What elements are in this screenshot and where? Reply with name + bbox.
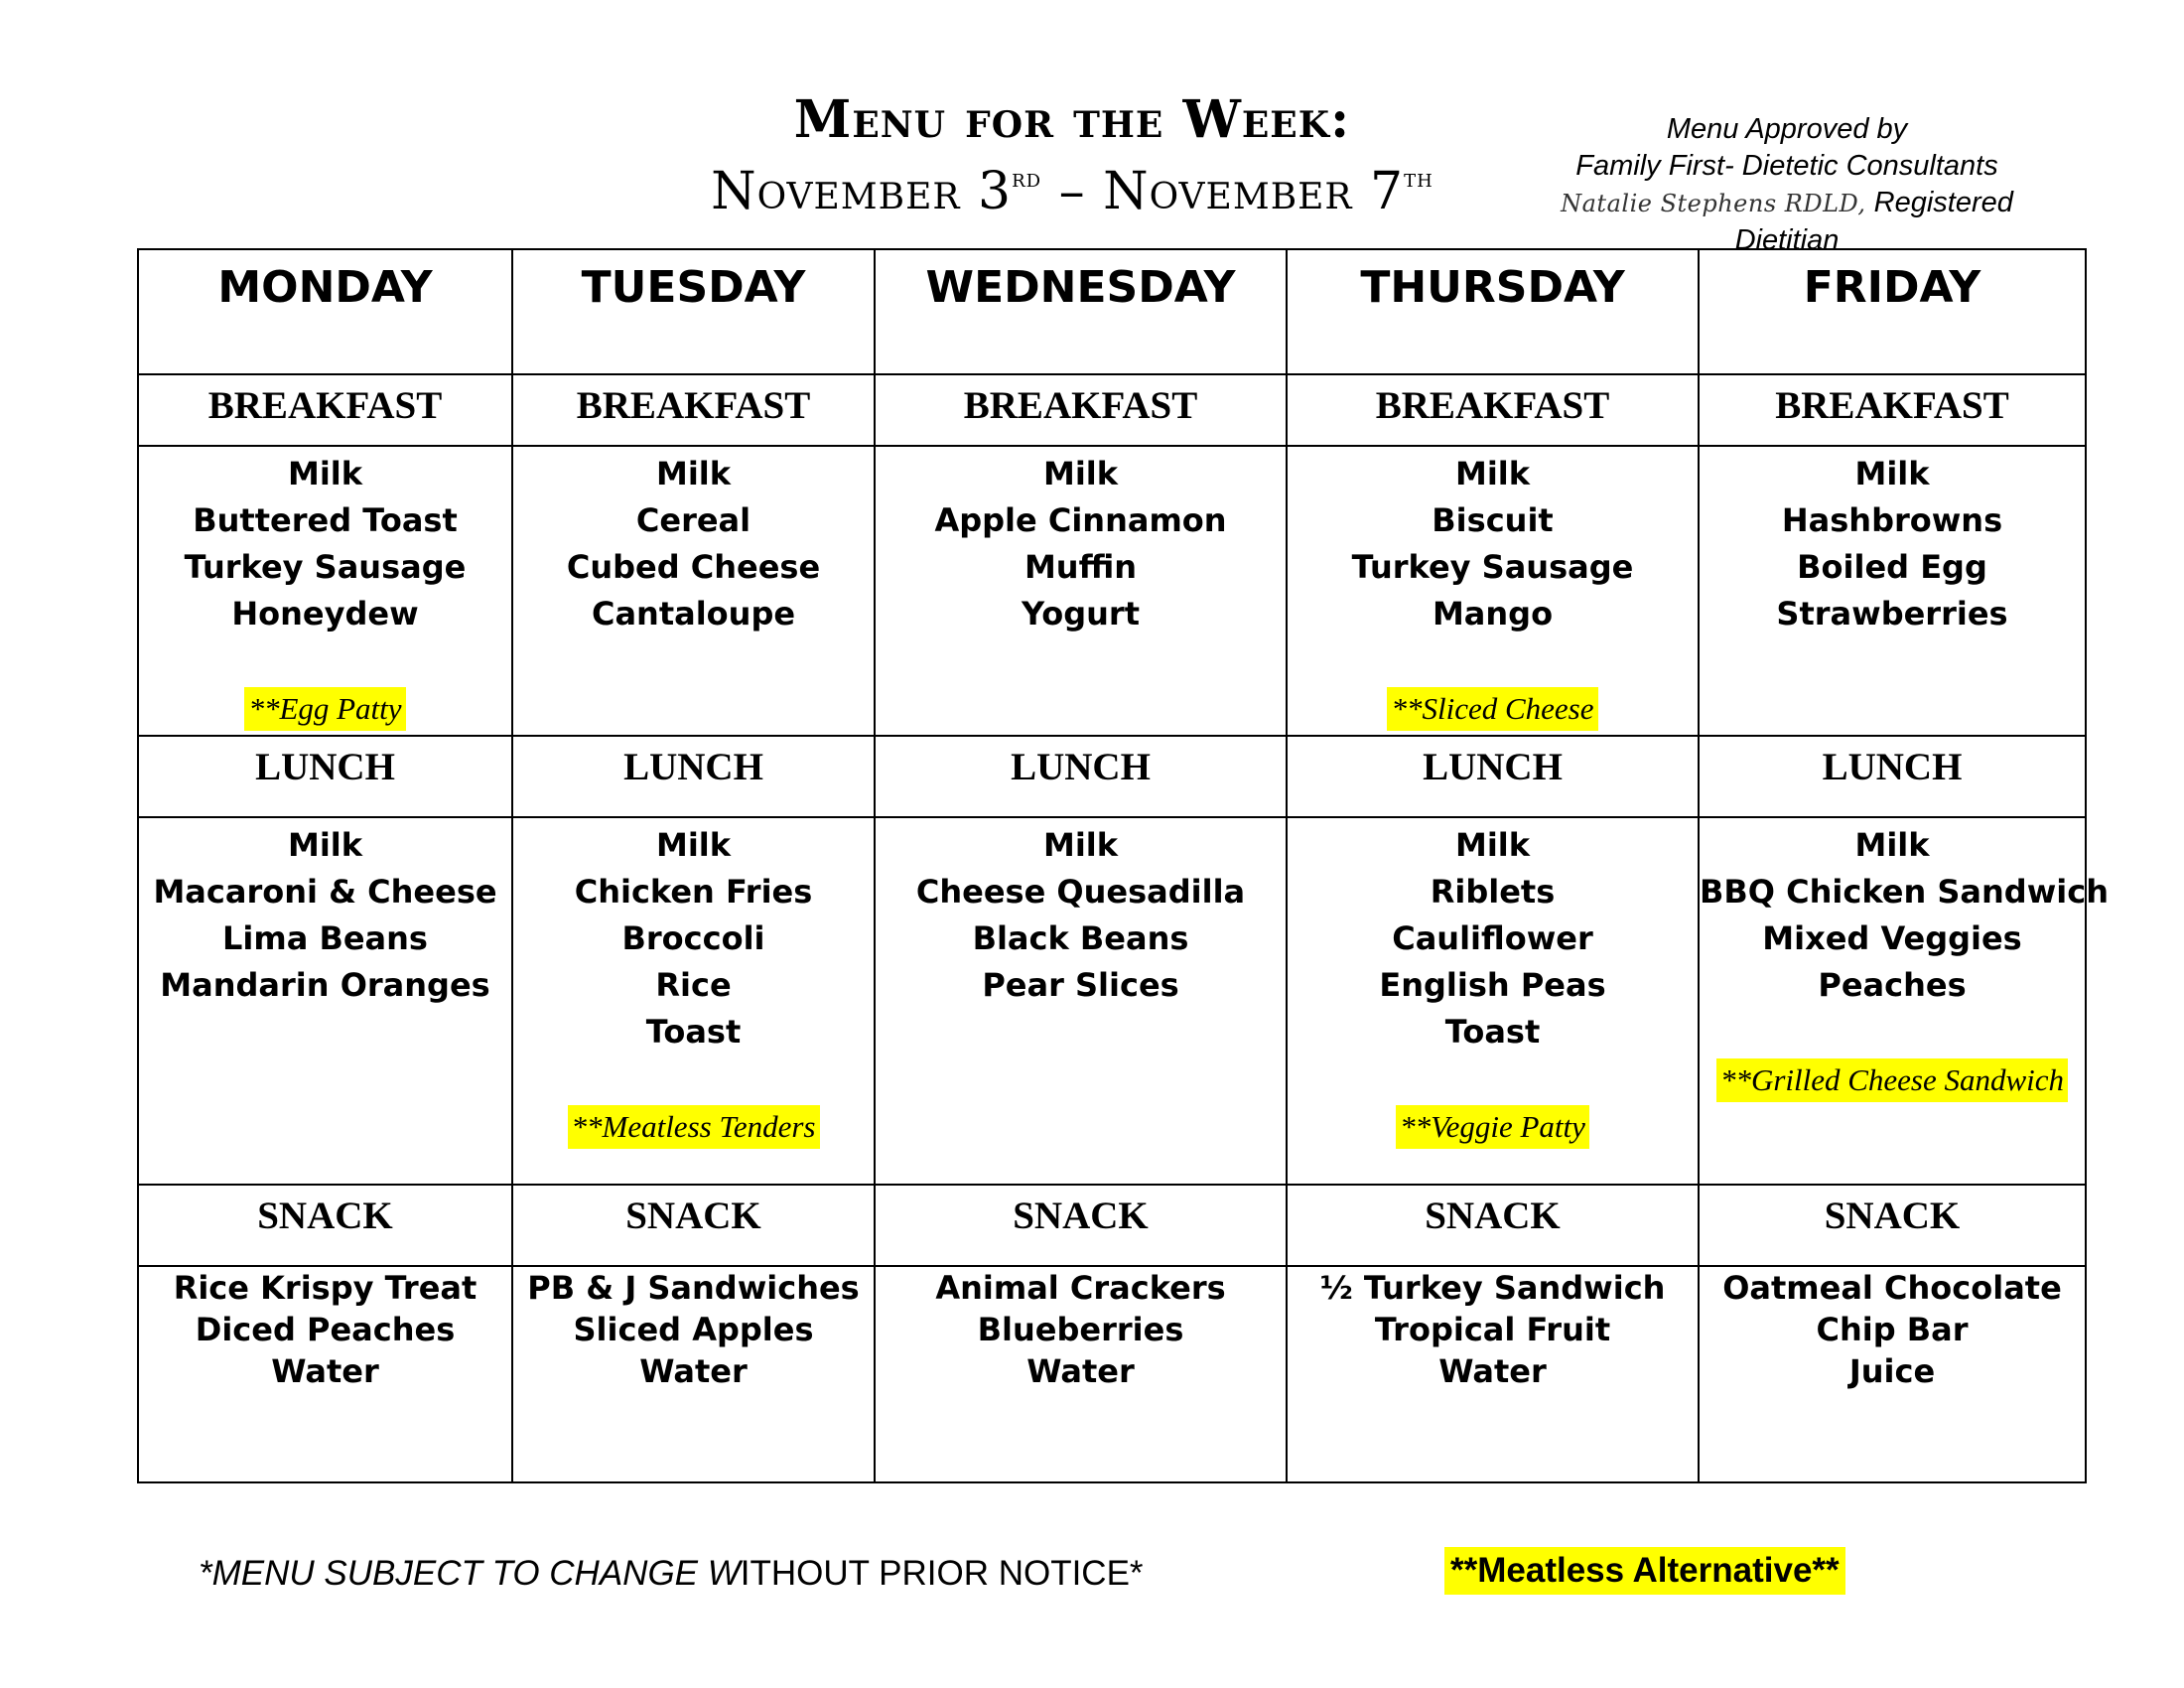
approval-line-1: Menu Approved by [1666, 113, 1908, 145]
menu-item: Yogurt [1022, 595, 1140, 633]
approval-line-2: Family First- Dietetic Consultants [1575, 150, 1998, 182]
menu-item: Broccoli [621, 919, 765, 957]
menu-title-block [635, 91, 1509, 221]
menu-item: Diced Peaches [195, 1311, 456, 1348]
lunch-items [513, 818, 874, 1055]
lunch-label: LUNCH [1011, 746, 1151, 788]
breakfast-label: BREAKFAST [207, 384, 443, 427]
snack-label-row [138, 1185, 2086, 1266]
snack-label-cell [1699, 1185, 2086, 1266]
menu-item: Milk [1854, 826, 1930, 864]
menu-item: Water [1438, 1352, 1547, 1390]
day-cell-tuesday [512, 249, 875, 374]
snack-cell-friday [1699, 1266, 2086, 1482]
day-name: WEDNESDAY [925, 262, 1236, 313]
snack-cell-monday [138, 1266, 512, 1482]
snack-items [513, 1267, 874, 1392]
breakfast-label-cell [512, 374, 875, 446]
breakfast-items [139, 447, 511, 637]
lunch-alternative-wrap [1288, 1105, 1698, 1149]
menu-item: Animal Crackers [935, 1269, 1226, 1307]
menu-item: Blueberries [977, 1311, 1184, 1348]
meatless-alternative: **Sliced Cheese [1387, 687, 1597, 731]
day-name: FRIDAY [1803, 262, 1981, 313]
menu-item: Black Beans [972, 919, 1189, 957]
meatless-alternative: **Egg Patty [244, 687, 405, 731]
date-range [635, 149, 1509, 221]
menu-item: Water [271, 1352, 379, 1390]
lunch-label-cell [1287, 736, 1699, 817]
menu-item: Cauliflower [1392, 919, 1593, 957]
snack-label-cell [138, 1185, 512, 1266]
menu-item: Water [639, 1352, 748, 1390]
breakfast-items [876, 447, 1286, 637]
menu-item: Toast [1444, 1013, 1541, 1051]
date-separator: – [1041, 162, 1104, 221]
menu-item: Milk [1042, 826, 1119, 864]
menu-item: ½ Turkey Sandwich [1319, 1269, 1666, 1307]
snack-label: SNACK [1425, 1195, 1561, 1237]
menu-item: Honeydew [231, 595, 419, 633]
notice-rest: ITHOUT PRIOR NOTICE* [740, 1554, 1144, 1593]
menu-item: Milk [287, 826, 363, 864]
lunch-label: LUNCH [255, 746, 395, 788]
menu-item: Macaroni & Cheese [153, 873, 497, 911]
date-end: November 7 [1103, 162, 1405, 221]
menu-item: Milk [1854, 455, 1930, 492]
date-end-suffix: th [1404, 164, 1433, 194]
menu-item: Chip Bar [1816, 1311, 1969, 1348]
menu-item: Mandarin Oranges [160, 966, 490, 1004]
menu-item: Milk [1454, 826, 1531, 864]
breakfast-label-cell [1287, 374, 1699, 446]
breakfast-items-row [138, 446, 2086, 736]
breakfast-label: BREAKFAST [576, 384, 811, 427]
menu-item: Toast [645, 1013, 742, 1051]
breakfast-items [1288, 447, 1698, 637]
menu-item: Rice Krispy Treat [173, 1269, 478, 1307]
menu-item: Turkey Sausage [1351, 548, 1634, 586]
lunch-items [876, 818, 1286, 1009]
approval-block [1509, 111, 2065, 259]
lunch-label: LUNCH [1423, 746, 1563, 788]
menu-item: Biscuit [1432, 501, 1554, 539]
dietitian-title: Registered Dietitian [1734, 187, 2013, 256]
menu-item: Riblets [1430, 873, 1556, 911]
menu-item: English Peas [1379, 966, 1606, 1004]
date-start-suffix: rd [1012, 164, 1042, 194]
breakfast-label: BREAKFAST [1775, 384, 2009, 427]
lunch-label-cell [138, 736, 512, 817]
menu-item: Milk [287, 455, 363, 492]
lunch-items [139, 818, 511, 1009]
menu-item: Lima Beans [222, 919, 428, 957]
lunch-label-cell [1699, 736, 2086, 817]
breakfast-label-cell [138, 374, 512, 446]
breakfast-items [1700, 447, 2085, 637]
menu-item: Milk [1042, 455, 1119, 492]
menu-item: Tropical Fruit [1374, 1311, 1611, 1348]
breakfast-label-row [138, 374, 2086, 446]
breakfast-label: BREAKFAST [963, 384, 1198, 427]
day-header-row [138, 249, 2086, 374]
menu-change-notice [199, 1554, 1144, 1594]
meatless-alternative: **Grilled Cheese Sandwich [1716, 1058, 2068, 1102]
lunch-items [1288, 818, 1698, 1055]
breakfast-alternative-wrap [139, 687, 511, 731]
snack-items [876, 1267, 1286, 1392]
day-name: TUESDAY [581, 262, 806, 313]
snack-cell-wednesday [875, 1266, 1287, 1482]
lunch-alternative-wrap [513, 1105, 874, 1149]
notice-italic: *MENU SUBJECT TO CHANGE W [199, 1554, 741, 1593]
menu-item: Muffin [1024, 548, 1138, 586]
day-cell-monday [138, 249, 512, 374]
meatless-alternative: **Meatless Tenders [568, 1105, 820, 1149]
date-start: November 3 [711, 162, 1013, 221]
lunch-label: LUNCH [1822, 746, 1963, 788]
snack-label-cell [1287, 1185, 1699, 1266]
breakfast-cell-friday [1699, 446, 2086, 736]
snack-items-row [138, 1266, 2086, 1482]
menu-item: Milk [655, 455, 732, 492]
breakfast-cell-wednesday [875, 446, 1287, 736]
lunch-label-cell [512, 736, 875, 817]
snack-label: SNACK [1013, 1195, 1149, 1237]
menu-item: Juice [1848, 1352, 1936, 1390]
meatless-alternative-legend: **Meatless Alternative** [1444, 1547, 1845, 1595]
meatless-alternative: **Veggie Patty [1396, 1105, 1589, 1149]
snack-cell-thursday [1287, 1266, 1699, 1482]
day-name: THURSDAY [1360, 262, 1625, 313]
snack-items [1288, 1267, 1698, 1392]
snack-label: SNACK [625, 1195, 761, 1237]
menu-item: Pear Slices [982, 966, 1179, 1004]
lunch-items [1700, 818, 2109, 1009]
lunch-alternative-wrap [1700, 1058, 2085, 1102]
page-title: Menu for the Week: [793, 89, 1351, 150]
breakfast-label-cell [1699, 374, 2086, 446]
lunch-label: LUNCH [623, 746, 763, 788]
day-name: MONDAY [217, 262, 433, 313]
menu-item: Milk [655, 826, 732, 864]
menu-item: Milk [1454, 455, 1531, 492]
menu-item: Boiled Egg [1797, 548, 1987, 586]
lunch-label-cell [875, 736, 1287, 817]
menu-item: Cubed Cheese [566, 548, 821, 586]
breakfast-cell-monday [138, 446, 512, 736]
lunch-cell-monday [138, 817, 512, 1185]
snack-label: SNACK [257, 1195, 393, 1237]
snack-label: SNACK [1824, 1195, 1961, 1237]
lunch-cell-tuesday [512, 817, 875, 1185]
lunch-label-row [138, 736, 2086, 817]
menu-item: BBQ Chicken Sandwich [1700, 873, 2109, 911]
menu-item: Sliced Apples [573, 1311, 814, 1348]
menu-item: Mixed Veggies [1762, 919, 2022, 957]
menu-item: Cheese Quesadilla [915, 873, 1246, 911]
menu-item: Cereal [635, 501, 751, 539]
menu-item: Apple Cinnamon [934, 501, 1227, 539]
snack-cell-tuesday [512, 1266, 875, 1482]
menu-item: Water [1026, 1352, 1135, 1390]
menu-item: Oatmeal Chocolate [1722, 1269, 2062, 1307]
lunch-items-row [138, 817, 2086, 1185]
menu-item: Hashbrowns [1781, 501, 2003, 539]
breakfast-items [513, 447, 874, 637]
day-cell-thursday [1287, 249, 1699, 374]
breakfast-label-cell [875, 374, 1287, 446]
lunch-cell-friday [1699, 817, 2109, 1185]
snack-label-cell [512, 1185, 875, 1266]
menu-item: Buttered Toast [193, 501, 458, 539]
menu-item: Strawberries [1776, 595, 2008, 633]
menu-item: Turkey Sausage [184, 548, 467, 586]
lunch-cell-wednesday [875, 817, 1287, 1185]
menu-item: PB & J Sandwiches [527, 1269, 860, 1307]
menu-item: Cantaloupe [591, 595, 796, 633]
breakfast-cell-tuesday [512, 446, 875, 736]
weekly-menu-table [137, 248, 2109, 1483]
breakfast-cell-thursday [1287, 446, 1699, 736]
menu-item: Chicken Fries [574, 873, 813, 911]
lunch-cell-thursday [1287, 817, 1699, 1185]
menu-item: Peaches [1818, 966, 1967, 1004]
menu-item: Rice [655, 966, 732, 1004]
snack-label-cell [875, 1185, 1287, 1266]
day-cell-friday [1699, 249, 2086, 374]
day-cell-wednesday [875, 249, 1287, 374]
menu-item: Mango [1432, 595, 1554, 633]
breakfast-label: BREAKFAST [1375, 384, 1610, 427]
snack-items [139, 1267, 511, 1392]
snack-items [1700, 1267, 2085, 1392]
breakfast-alternative-wrap [1288, 687, 1698, 731]
dietitian-signature: Natalie Stephens RDLD, [1561, 190, 1866, 217]
